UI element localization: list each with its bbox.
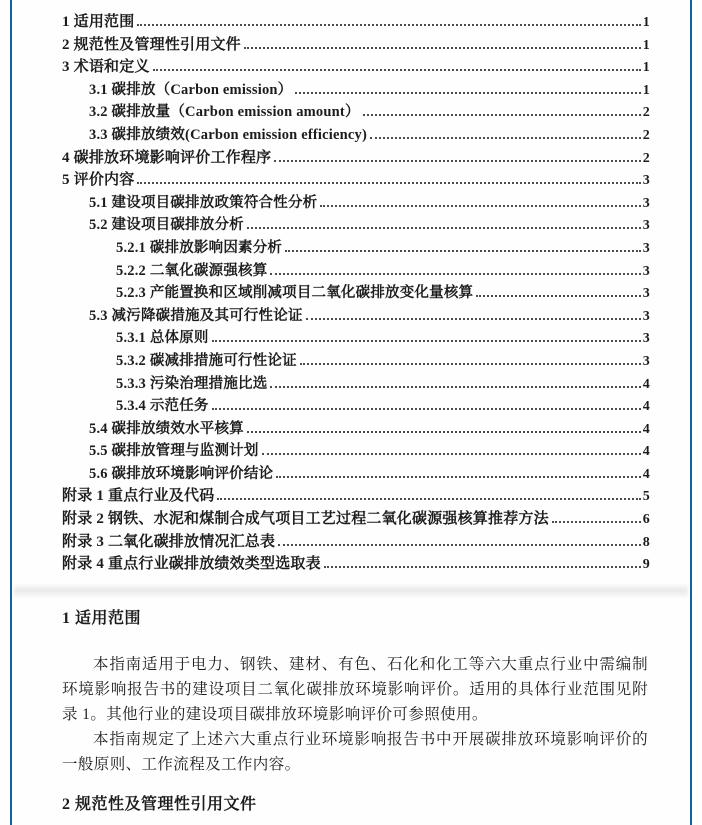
toc-page-number: 4 <box>642 466 650 482</box>
toc-entry-label: 附录 4 重点行业碳排放绩效类型选取表 <box>62 556 321 573</box>
toc-leader-dots <box>306 318 641 320</box>
toc-page-number: 1 <box>642 60 650 76</box>
toc-entry <box>62 531 650 554</box>
toc-page-number: 3 <box>642 353 650 369</box>
toc-leader-dots <box>247 431 641 433</box>
toc-leader-dots <box>295 92 640 94</box>
toc-entry-label: 5.3.4 示范任务 <box>116 398 209 415</box>
toc-entry-label: 附录 2 钢铁、水泥和煤制合成气项目工艺过程二氧化碳源强核算推荐方法 <box>62 511 549 528</box>
toc-entry-label: 3 术语和定义 <box>62 59 150 76</box>
toc-entry <box>62 418 650 441</box>
toc-leader-dots <box>137 182 640 184</box>
toc-page-number: 1 <box>642 15 650 30</box>
page-left-border-line <box>10 0 12 825</box>
table-of-contents <box>62 0 650 576</box>
toc-entry-label: 5.3.2 碳减排措施可行性论证 <box>116 352 297 369</box>
toc-entry-label: 3.1 碳排放（Carbon emission） <box>89 81 293 98</box>
toc-page-number: 3 <box>642 308 650 324</box>
toc-page-number: 1 <box>642 82 650 98</box>
toc-leader-dots <box>247 227 641 229</box>
toc-page-number: 3 <box>642 286 650 302</box>
toc-page-number: 9 <box>642 557 650 573</box>
toc-entry <box>62 214 650 237</box>
toc-leader-dots <box>320 205 640 207</box>
page-right-border-line <box>690 0 692 825</box>
toc-page-number: 3 <box>642 331 650 347</box>
toc-entry <box>62 282 650 305</box>
toc-entry <box>62 327 650 350</box>
toc-leader-dots <box>212 408 641 410</box>
toc-page-number: 2 <box>642 105 650 121</box>
toc-leader-dots <box>262 453 641 455</box>
toc-entry-label: 4 碳排放环境影响评价工作程序 <box>62 149 272 166</box>
page-break-shadow <box>14 583 688 599</box>
toc-page-number: 1 <box>642 37 650 53</box>
toc-entry-label: 3.2 碳排放量（Carbon emission amount） <box>89 104 360 121</box>
toc-leader-dots <box>300 363 641 365</box>
toc-leader-dots <box>270 273 640 275</box>
toc-page-number: 4 <box>642 444 650 460</box>
toc-entry-label: 5.4 碳排放绩效水平核算 <box>89 420 244 437</box>
toc-entry <box>62 463 650 486</box>
toc-page-number: 3 <box>642 195 650 211</box>
toc-entry <box>62 350 650 373</box>
toc-entry <box>62 440 650 463</box>
toc-entry <box>62 79 650 102</box>
toc-entry <box>62 101 650 124</box>
toc-leader-dots <box>274 160 641 162</box>
toc-page-number: 2 <box>642 127 650 143</box>
body-paragraph: 本指南适用于电力、钢铁、建材、有色、石化和化工等六大重点行业中需编制环境影响报告书的建设项目二氧化碳排放环境影响评价。适用的具体行业范围见附录 1。其他行业的建设项目碳排放环境影响评价可参照使用。 <box>62 656 648 723</box>
toc-page-number: 5 <box>642 489 650 505</box>
toc-leader-dots <box>244 47 641 49</box>
toc-entry <box>62 373 650 396</box>
toc-page-number: 6 <box>642 512 650 528</box>
toc-page-number: 4 <box>642 421 650 437</box>
toc-entry-label: 附录 1 重点行业及代码 <box>62 488 215 505</box>
toc-entry <box>62 124 650 147</box>
toc-entry <box>62 260 650 283</box>
toc-page-number: 3 <box>642 240 650 256</box>
toc-entry <box>62 147 650 170</box>
section-heading: 2 规范性及管理性引用文件 <box>62 796 257 813</box>
toc-entry <box>62 553 650 576</box>
toc-page-number: 8 <box>642 534 650 550</box>
toc-entry-label: 5.5 碳排放管理与监测计划 <box>89 443 259 460</box>
toc-entry-label: 5.6 碳排放环境影响评价结论 <box>89 465 274 482</box>
toc-leader-dots <box>370 137 641 139</box>
toc-leader-dots <box>476 295 641 297</box>
toc-entry <box>62 169 650 192</box>
toc-leader-dots <box>324 566 641 568</box>
toc-page-number: 3 <box>642 218 650 234</box>
section-heading: 1 适用范围 <box>62 610 142 627</box>
toc-page-number: 4 <box>642 376 650 392</box>
toc-entry-label: 5 评价内容 <box>62 172 135 189</box>
toc-leader-dots <box>212 340 641 342</box>
toc-entry <box>62 56 650 79</box>
toc-page-number: 3 <box>642 173 650 189</box>
toc-leader-dots <box>270 386 640 388</box>
toc-leader-dots <box>285 250 641 252</box>
toc-entry-label: 1 适用范围 <box>62 14 135 30</box>
toc-entry-label: 5.2.3 产能置换和区域削减项目二氧化碳排放变化量核算 <box>116 285 474 302</box>
toc-entry <box>62 11 650 34</box>
toc-entry-label: 5.2.2 二氧化碳源强核算 <box>116 262 268 279</box>
toc-leader-dots <box>278 544 641 546</box>
body-paragraph: 本指南规定了上述六大重点行业环境影响报告书中开展碳排放环境影响评价的一般原则、工作流程及工作内容。 <box>62 731 648 773</box>
toc-entry-label: 5.2 建设项目碳排放分析 <box>89 217 244 234</box>
toc-page-number: 4 <box>642 399 650 415</box>
toc-entry-label: 2 规范性及管理性引用文件 <box>62 36 241 53</box>
toc-entry-label: 3.3 碳排放绩效(Carbon emission efficiency) <box>89 126 368 143</box>
body-section <box>62 794 648 815</box>
toc-entry-label: 5.3.3 污染治理措施比选 <box>116 375 268 392</box>
toc-leader-dots <box>363 114 641 116</box>
toc-entry <box>62 237 650 260</box>
toc-entry <box>62 508 650 531</box>
toc-leader-dots <box>153 69 641 71</box>
toc-entry <box>62 305 650 328</box>
toc-entry <box>62 192 650 215</box>
toc-leader-dots <box>217 498 640 500</box>
toc-leader-dots <box>276 476 641 478</box>
document-body <box>62 608 648 815</box>
toc-page-number: 2 <box>642 150 650 166</box>
toc-entry <box>62 485 650 508</box>
toc-entry <box>62 34 650 57</box>
toc-entry-label: 5.2.1 碳排放影响因素分析 <box>116 239 283 256</box>
section-paragraphs <box>62 652 648 777</box>
toc-entry <box>62 395 650 418</box>
toc-leader-dots <box>137 24 640 26</box>
toc-entry-label: 5.3.1 总体原则 <box>116 330 209 347</box>
body-section <box>62 608 648 777</box>
toc-entry-label: 附录 3 二氧化碳排放情况汇总表 <box>62 533 276 550</box>
toc-entry-label: 5.1 建设项目碳排放政策符合性分析 <box>89 194 318 211</box>
toc-leader-dots <box>552 521 641 523</box>
toc-entry-label: 5.3 减污降碳措施及其可行性论证 <box>89 307 303 324</box>
toc-page-number: 3 <box>642 263 650 279</box>
